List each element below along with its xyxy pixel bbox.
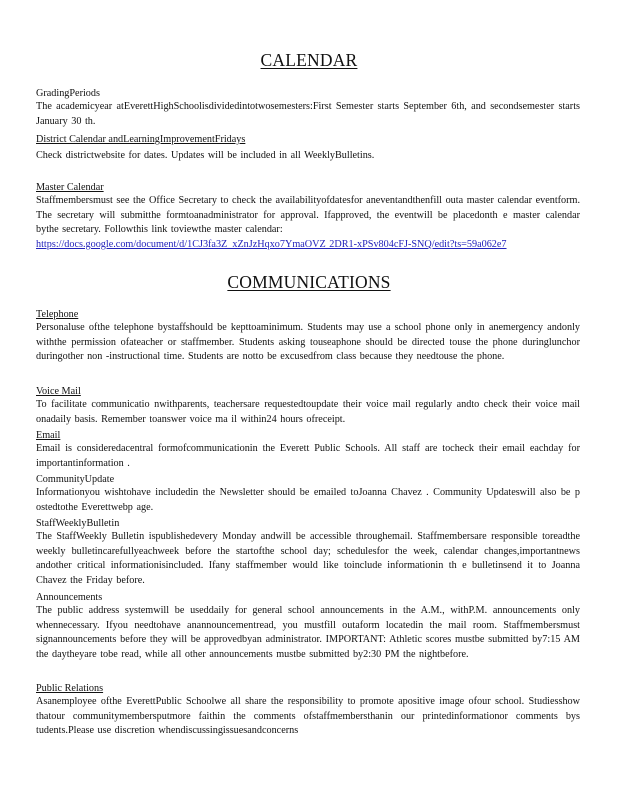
calendar-title: CALENDAR [260,50,358,70]
grading-periods-text: The academicyear atEverettHighSchoolisdividedintotwosemesters:First Semester starts September 6th, and secondsemester starts January 30 th. [36,101,580,127]
public-relations-heading: Public Relations [36,683,104,694]
master-calendar-heading: Master Calendar [36,182,104,193]
master-calendar-text: Staffmembersmust see the Office Secretary to check the availabilityofdatesfor aneventandthenfill outa master calendar eventform. The secretary will submitthe formtoanadministrator for approval. Ifapproved, the eventwill be placedonth e master calendar bythe secretary. Followthis link toviewthe master calendar: [36,195,580,236]
district-calendar-heading: District Calendar andLearningImprovementFridays [36,134,246,145]
email-heading: Email [36,430,61,441]
grading-periods-heading: GradingPeriods [36,88,100,99]
staff-weekly-bulletin-heading: StaffWeeklyBulletin [36,518,120,529]
email-text: Email is consideredacentral formofcommunicationin the Everett Public Schools. All staff are tocheck their email eachday for importantinformation . [36,443,580,469]
master-calendar-link[interactable]: https://docs.google.com/document/d/1CJ3fa3Z_xZnJzHqxo7YmaOVZ 2DR1-xPSv804cFJ-SNQ/edit?ts=59a062e7 [36,238,507,250]
announcements-heading: Announcements [36,592,103,603]
staff-weekly-bulletin-text: The StaffWeekly Bulletin ispublishedevery Monday andwill be accessible throughemail. Staffmembersare responsible toreadthe weekly bulletincarefullyeachweek before the startofthe school day; schedulesfor the week, calendar changes,importantnews andother critical informationisincluded. Ifany staffmember would like toinclude informationin th e bulletinsend it to Joanna Chavez the Friday before. [36,531,580,586]
announcements-text: The public address systemwill be useddaily for general school announcements in the A.M., withP.M. announcements only whennecessary. Ifyou needtohave anannouncementread, you mustfill outaform locatedin the mail room. Staffmembersmust signannouncements before they will be approvedbyan administrator. IMPORTANT: Athletic scores mustbe submitted by7:15 AM the daytheyare tobe read, while all other announcements mustbe submitted by2:30 PM the nightbefore. [36,605,580,660]
district-calendar-text: Check districtwebsite for dates. Updates will be included in all WeeklyBulletins. [36,150,375,161]
telephone-heading: Telephone [36,309,79,320]
community-update-text: Informationyou wishtohave includedin the Newsletter should be emailed toJoanna Chavez . Community Updateswill also be p ostedtothe Everettwebp age. [36,487,580,513]
master-calendar-block [36,194,580,252]
telephone-text: Personaluse ofthe telephone bystaffshould be kepttoaminimum. Students may use a school phone only in anemergency andonly withthe permission ofateacher or staffmember. Students asking touseaphone should be directed touse the phone duringlunchor duringother non -instructional time. Students are notto be excusedfrom class because they needtouse the phone. [36,322,580,363]
communications-title: COMMUNICATIONS [227,272,391,292]
community-update-heading: CommunityUpdate [36,474,115,485]
voice-mail-heading: Voice Mail [36,386,81,397]
public-relations-text: Asanemployee ofthe EverettPublic Schoolwe all share the responsibility to promote apositive image ofour school. Studiesshow thatour communitymembersputmore faithin the comments ofstaffmembersthanin our printedinformationor comments bys tudents.Please use discretion whendiscussingissuesandconcerns [36,696,580,737]
voice-mail-text: To facilitate communicatio nwithparents, teachersare requestedtoupdate their voice mail regularly andto check their voice mail onadaily basis. Remember toanswer voice ma il within24 hours ofreceipt. [36,399,580,425]
